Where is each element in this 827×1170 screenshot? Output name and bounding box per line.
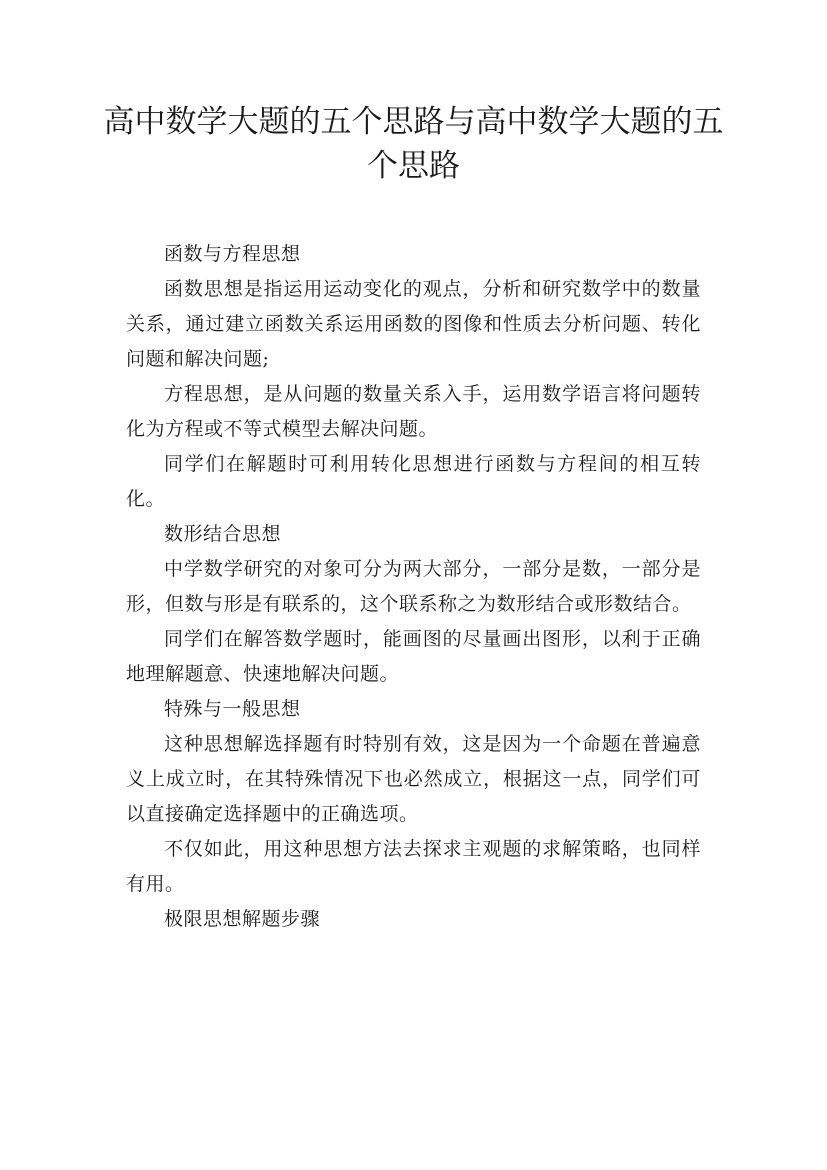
section-heading: 特殊与一般思想 xyxy=(164,698,301,720)
paragraph: 方程思想，是从问题的数量关系入手，运用数学语言将问题转化为方程或不等式模型去解决问题。 xyxy=(126,383,701,440)
document-body xyxy=(126,237,701,937)
paragraph: 中学数学研究的对象可分为两大部分，一部分是数，一部分是形，但数与形是有联系的，这个联系称之为数形结合或形数结合。 xyxy=(126,558,701,615)
section-heading: 极限思想解题步骤 xyxy=(164,908,321,930)
paragraph: 同学们在解题时可利用转化思想进行函数与方程间的相互转化。 xyxy=(126,453,701,510)
document-title: 高中数学大题的五个思路与高中数学大题的五个思路 xyxy=(103,104,724,184)
section-heading: 数形结合思想 xyxy=(164,523,282,545)
section-heading: 函数与方程思想 xyxy=(164,243,301,265)
paragraph: 不仅如此，用这种思想方法去探求主观题的求解策略，也同样有用。 xyxy=(126,838,701,895)
paragraph: 这种思想解选择题有时特别有效，这是因为一个命题在普遍意义上成立时，在其特殊情况下也必然成立，根据这一点，同学们可以直接确定选择题中的正确选项。 xyxy=(126,733,701,825)
paragraph: 同学们在解答数学题时，能画图的尽量画出图形，以利于正确地理解题意、快速地解决问题。 xyxy=(126,628,701,685)
paragraph: 函数思想是指运用运动变化的观点，分析和研究数学中的数量关系，通过建立函数关系运用函数的图像和性质去分析问题、转化问题和解决问题; xyxy=(126,278,701,370)
